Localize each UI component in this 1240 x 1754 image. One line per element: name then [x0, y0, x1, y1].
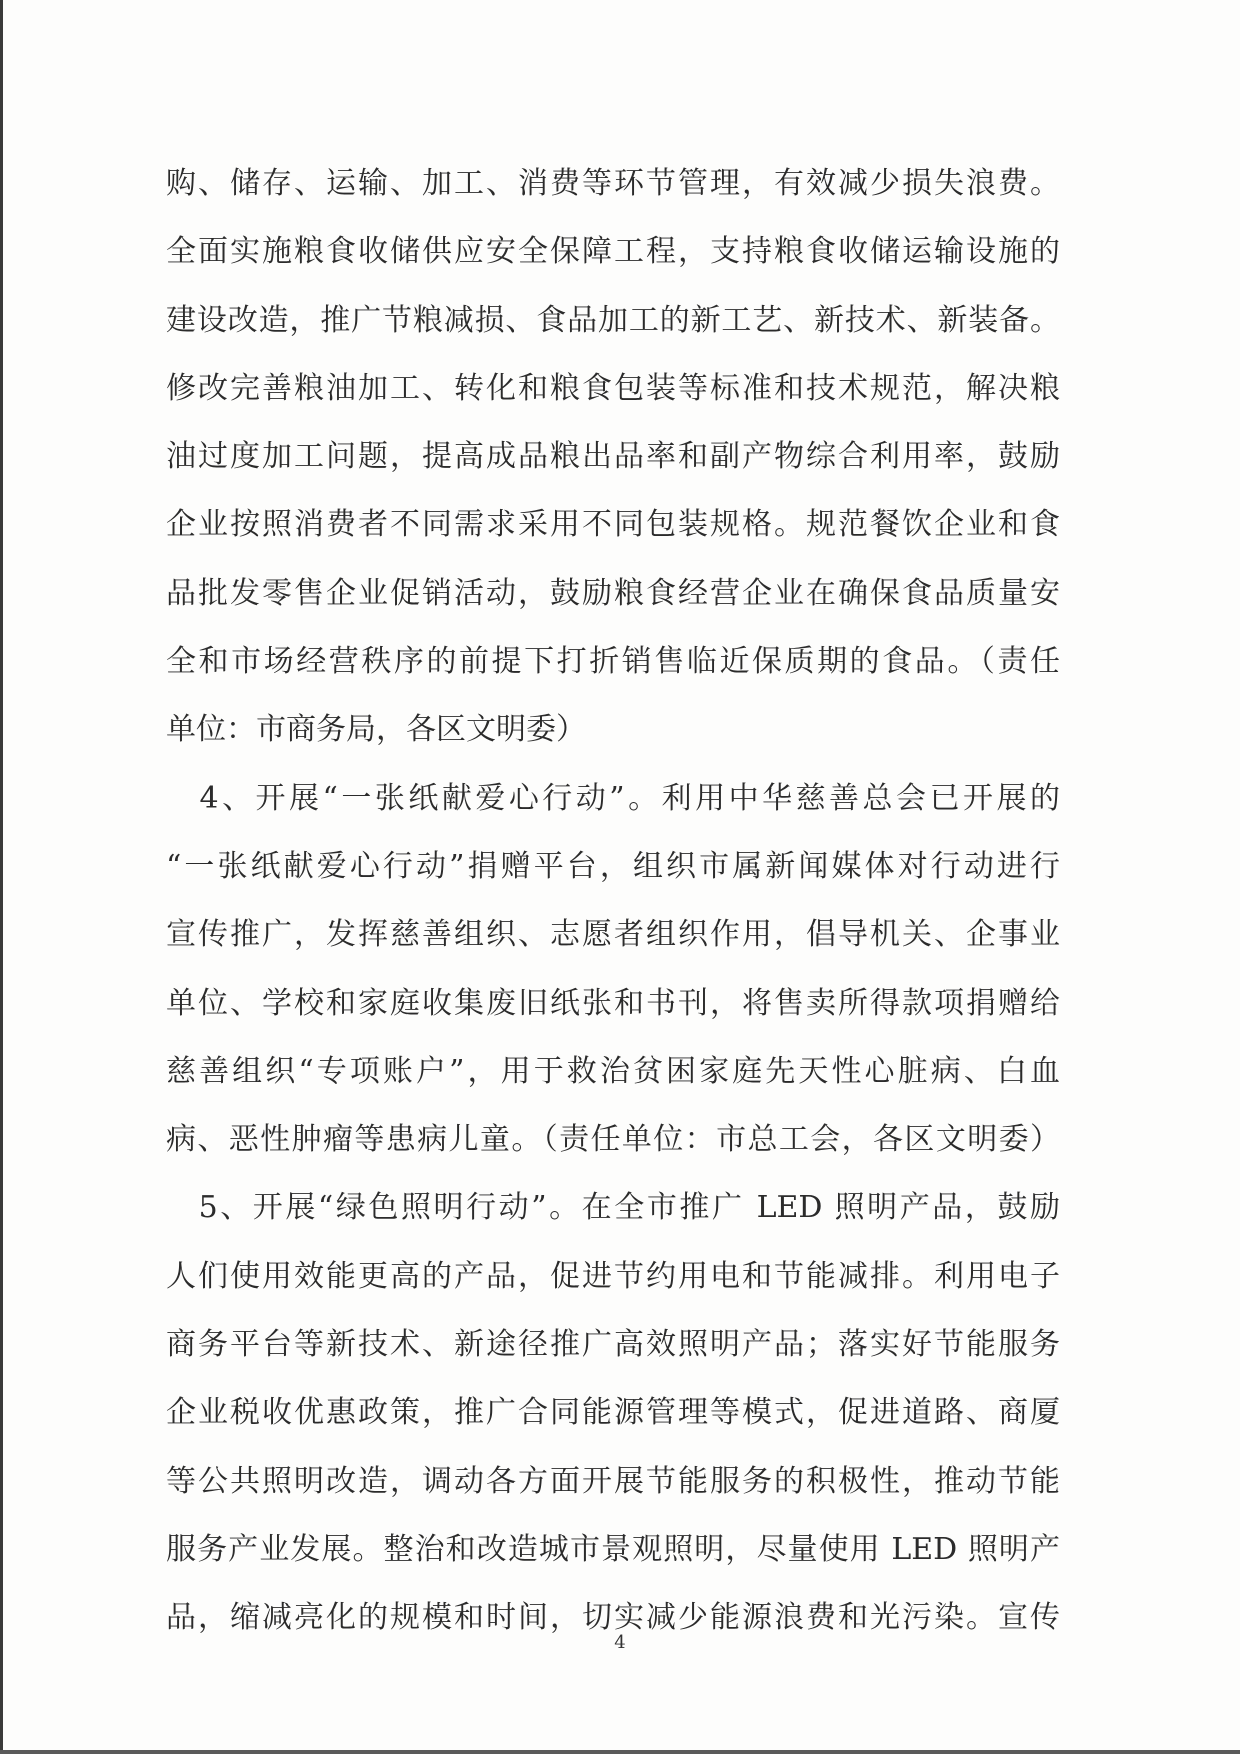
text-line: 单位、学校和家庭收集废旧纸张和书刊，将售卖所得款项捐赠给 — [166, 985, 1060, 1021]
scan-bottom-edge — [0, 1750, 1240, 1754]
text-line: 人们使用效能更高的产品，促进节约用电和节能减排。利用电子 — [166, 1258, 1060, 1294]
text-line: 企业税收优惠政策，推广合同能源管理等模式，促进道路、商厦 — [166, 1395, 1060, 1431]
text-line: 服务产业发展。整治和改造城市景观照明，尽量使用 LED 照明产 — [166, 1531, 1060, 1567]
text-line: 4、开展“一张纸献爱心行动”。利用中华慈善总会已开展的 — [166, 780, 1060, 816]
text-line: 商务平台等新技术、新途径推广高效照明产品；落实好节能服务 — [166, 1327, 1060, 1363]
text-line: 单位：市商务局，各区文明委） — [166, 712, 586, 748]
text-line: 企业按照消费者不同需求采用不同包装规格。规范餐饮企业和食 — [166, 507, 1060, 543]
text-line: 病、恶性肿瘤等患病儿童。（责任单位：市总工会，各区文明委） — [166, 1122, 1060, 1158]
text-line: 品批发零售企业促销活动，鼓励粮食经营企业在确保食品质量安 — [166, 575, 1060, 611]
text-line: 宣传推广，发挥慈善组织、志愿者组织作用，倡导机关、企事业 — [166, 917, 1060, 953]
text-line: 建设改造，推广节粮减损、食品加工的新工艺、新技术、新装备。 — [166, 302, 1060, 338]
text-line: 慈善组织“专项账户”，用于救治贫困家庭先天性心脏病、白血 — [166, 1053, 1060, 1089]
body-text — [166, 150, 1060, 1653]
text-line: 全面实施粮食收储供应安全保障工程，支持粮食收储运输设施的 — [166, 234, 1060, 270]
text-line: 5、开展“绿色照明行动”。在全市推广 LED 照明产品，鼓励 — [166, 1190, 1060, 1226]
text-line: “一张纸献爱心行动”捐赠平台，组织市属新闻媒体对行动进行 — [166, 848, 1060, 884]
text-line: 购、储存、运输、加工、消费等环节管理，有效减少损失浪费。 — [166, 166, 1060, 201]
text-line: 等公共照明改造，调动各方面开展节能服务的积极性，推动节能 — [166, 1463, 1060, 1499]
text-line: 修改完善粮油加工、转化和粮食包装等标准和技术规范，解决粮 — [166, 370, 1060, 406]
text-line: 品，缩减亮化的规模和时间，切实减少能源浪费和光污染。宣传 — [166, 1600, 1060, 1636]
page-number: 4 — [614, 1632, 626, 1653]
text-line: 油过度加工问题，提高成品粮出品率和副产物综合利用率，鼓励 — [166, 439, 1060, 475]
text-line: 全和市场经营秩序的前提下打折销售临近保质期的食品。（责任 — [166, 644, 1060, 680]
scan-left-edge — [0, 0, 3, 1754]
